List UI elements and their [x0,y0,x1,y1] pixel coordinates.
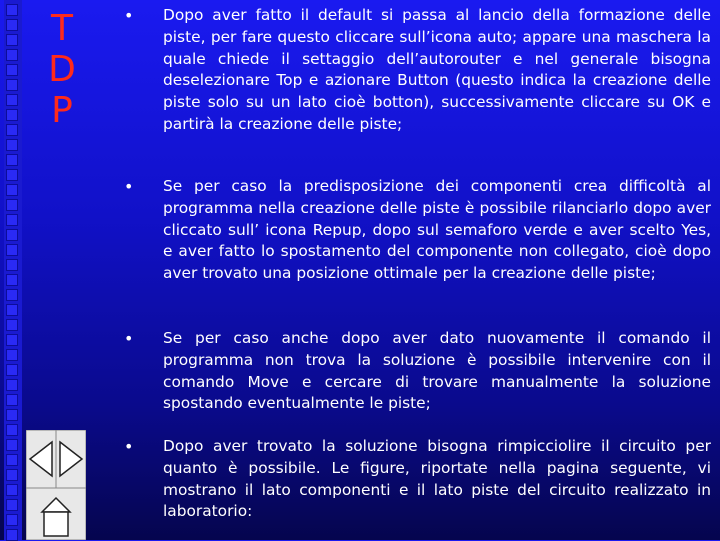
decorative-square [6,529,18,541]
decorative-square [6,439,18,451]
next-slide-button[interactable] [56,430,86,488]
decorative-square [6,514,18,526]
decorative-square [6,364,18,376]
decorative-square [6,349,18,361]
decorative-square [6,34,18,46]
home-slide-button[interactable] [26,488,86,540]
slide-title [42,8,82,131]
decorative-square [6,79,18,91]
decorative-square [6,214,18,226]
decorative-square [6,184,18,196]
decorative-square [6,289,18,301]
navigation-controls [26,430,86,540]
bullet-symbol: • [124,6,134,25]
bullet-symbol: • [124,437,134,456]
decorative-square [6,244,18,256]
title-letter-t: T [51,8,73,49]
decorative-square [6,139,18,151]
title-letter-p: P [51,90,73,131]
bullet-text: Dopo aver trovato la soluzione bisogna rimpicciolire il circuito per quanto è possibile. Le figure, riportate nella pagina seguente, vi mostrano il lato componenti e il lato piste del circuito realizzato in laboratorio: [163,437,711,521]
decorative-square [6,454,18,466]
bullet-text: Se per caso la predisposizione dei componenti crea difficoltà al programma nella creazione delle piste è possibile rilanciarlo dopo aver cliccato sull’ icona Repup, dopo sul semaforo verde e aver scelto Yes, e aver fatto lo spostamento del componente non collegato, cioè dopo aver trovato una posizione ottimale per la creazione delle piste; [163,177,711,283]
bullet-text: Se per caso anche dopo aver dato nuovamente il comando il programma non trova la soluzione è possibile intervenire con il comando Move e cercare di trovare manualmente la soluzione spostando eventualmente le piste; [163,329,711,413]
decorative-square [6,229,18,241]
decorative-square [6,409,18,421]
bullet-symbol: • [124,329,134,348]
decorative-square [6,169,18,181]
decorative-square [6,199,18,211]
decorative-square [6,394,18,406]
decorative-square [6,334,18,346]
decorative-square [6,379,18,391]
nav-buttons-graphic [26,430,86,540]
decorative-square [6,484,18,496]
decorative-square [6,424,18,436]
decorative-square [6,124,18,136]
decorative-square [6,94,18,106]
decorative-square [6,154,18,166]
decorative-square [6,259,18,271]
decorative-square [6,109,18,121]
decorative-square [6,319,18,331]
decorative-square [6,274,18,286]
decorative-squares-strip [4,0,22,540]
bullet-text: Dopo aver fatto il default si passa al lancio della formazione delle piste, per fare questo cliccare sull’icona auto; appare una maschera la quale chiede il settaggio dell’autorouter e nel generale bisogna deselezionare Top e azionare Button (questo indica la creazione delle piste solo su un lato cioè botton), successivamente cliccare su OK e partirà la creazione delle piste; [163,6,711,133]
decorative-square [6,4,18,16]
decorative-square [6,64,18,76]
decorative-square [6,469,18,481]
title-letter-d: D [48,49,76,90]
decorative-square [6,49,18,61]
prev-slide-button[interactable] [26,430,56,488]
decorative-square [6,19,18,31]
decorative-square [6,499,18,511]
bullet-symbol: • [124,177,134,196]
decorative-square [6,304,18,316]
